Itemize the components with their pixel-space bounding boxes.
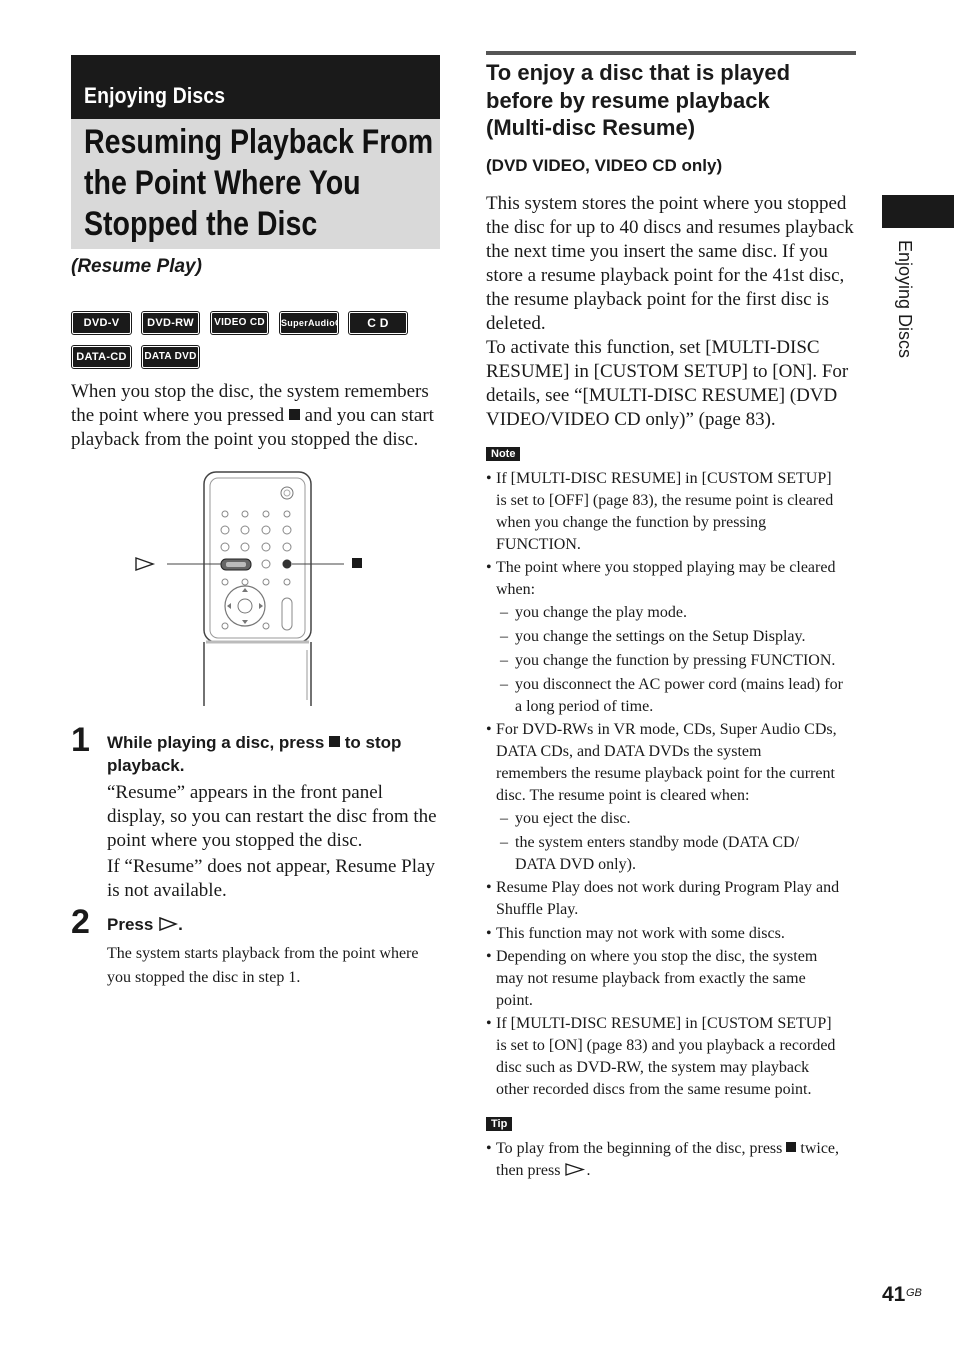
note-item [486, 946, 861, 1012]
note-line: is set to [OFF] (page 83), the resume point is cleared [496, 492, 834, 509]
note-subitem [486, 650, 861, 672]
note-line: DATA DVD only). [515, 856, 636, 873]
tip-line-1 [496, 1138, 858, 1160]
right-para-line: store a resume playback point for the 41st disc, [486, 265, 845, 286]
step-1-number: 1 [71, 721, 90, 759]
step-1-body-2: display, so you can restart the disc from the [107, 806, 437, 827]
side-tab-marker [882, 195, 954, 228]
dash: – [500, 652, 508, 669]
tip-text-a: To play from the beginning of the disc, press [496, 1140, 783, 1157]
tip-text-b: twice, [800, 1140, 840, 1157]
badge-super-audio-cd: SuperAudioCD [281, 313, 337, 333]
badge-dvd-v: DVD-V [73, 313, 130, 333]
note-line: you change the function by pressing FUNCTION. [515, 652, 836, 669]
page-title-line-2: the Point Where You [84, 164, 361, 202]
step-1-body-3: point where you stopped the disc. [107, 830, 363, 851]
stop-icon [289, 409, 300, 420]
right-para-line: RESUME] in [CUSTOM SETUP] to [ON]. For [486, 361, 849, 382]
tip-text-end: . [586, 1162, 591, 1179]
right-heading [486, 59, 866, 142]
badge-cd: C D [350, 313, 406, 333]
step-2-heading-text: Press [107, 915, 154, 934]
page-title-box [71, 119, 440, 249]
note-line: disc such as DVD-RW, the system may playback [496, 1059, 810, 1076]
side-tab-label: Enjoying Discs [895, 240, 915, 359]
step-2-body-2: you stopped the disc in step 1. [107, 969, 301, 986]
note-text [496, 877, 858, 921]
note-text [515, 832, 860, 876]
note-item [486, 923, 861, 945]
right-para-line: To activate this function, set [MULTI-DISC [486, 337, 820, 358]
page-title-line-1: Resuming Playback From [84, 123, 434, 161]
note-line: point. [496, 992, 533, 1009]
note-line: If [MULTI-DISC RESUME] in [CUSTOM SETUP] [496, 1015, 832, 1032]
note-line: The point where you stopped playing may be cleared [496, 559, 836, 576]
stop-icon [786, 1142, 796, 1152]
section-title: Enjoying Discs [84, 83, 226, 108]
note-line: Shuffle Play. [496, 901, 579, 918]
note-subitem [486, 674, 861, 718]
bullet: • [486, 721, 492, 738]
right-heading-line-1: To enjoy a disc that is played [486, 60, 791, 85]
play-icon [564, 1163, 586, 1176]
step-2-number: 2 [71, 903, 90, 941]
remote-body-upper [204, 472, 311, 642]
tip-text-c: then press [496, 1162, 561, 1179]
right-para-line: the disc for up to 40 discs and resumes playback [486, 217, 854, 238]
step-1-heading-b: to stop [344, 733, 402, 752]
right-para-line: the next time you insert the same disc. If you [486, 241, 828, 262]
tip-bullet [486, 1138, 861, 1182]
page-subtitle: (Resume Play) [71, 256, 202, 277]
note-line: DATA CDs, and DATA DVDs the system [496, 743, 762, 760]
step-1-heading-cont: playback. [107, 756, 185, 775]
badge-data-cd: DATA-CD [73, 347, 130, 367]
bullet: • [486, 948, 492, 965]
note-line: This function may not work with some discs. [496, 925, 785, 942]
intro-line-2a: the point where you pressed [71, 405, 285, 426]
note-subitem [486, 832, 861, 876]
stop-icon [329, 736, 340, 747]
step-2-heading-end: . [178, 915, 183, 934]
bullet: • [486, 1140, 492, 1157]
step-1-heading-a: While playing a disc, press [107, 733, 325, 752]
stop-icon [352, 558, 362, 568]
right-heading-line-2: before by resume playback [486, 87, 770, 113]
page-number-suffix: GB [906, 1287, 922, 1299]
note-item [486, 557, 861, 601]
note-line: you change the settings on the Setup Display. [515, 628, 806, 645]
note-line: disc. The resume point is cleared when: [496, 787, 750, 804]
tip-line-2 [496, 1160, 858, 1182]
dash: – [500, 628, 508, 645]
right-heading-line-3: (Multi-disc Resume) [486, 115, 696, 140]
remote-body-lower [204, 642, 311, 706]
step-1-body-1: “Resume” appears in the front panel [107, 782, 383, 803]
note-line: may not resume playback from exactly the same [496, 970, 806, 987]
note-line: a long period of time. [515, 698, 654, 715]
page-title-line-3: Stopped the Disc [84, 205, 318, 243]
intro-line-1: When you stop the disc, the system remembers [71, 381, 429, 402]
note-line: you disconnect the AC power cord (mains lead) for [515, 676, 843, 693]
badge-data-dvd: DATA DVD [143, 347, 198, 367]
bullet: • [486, 879, 492, 896]
page-number: 41 [882, 1283, 906, 1306]
note-item [486, 468, 861, 556]
note-line: Depending on where you stop the disc, the system [496, 948, 818, 965]
note-line: Resume Play does not work during Program Play and [496, 879, 840, 896]
bullet: • [486, 1015, 492, 1032]
note-subitem [486, 626, 861, 648]
tip-label: Tip [486, 1117, 512, 1131]
remote-stop-button [283, 560, 292, 569]
right-paragraph [486, 192, 861, 432]
bullet: • [486, 925, 492, 942]
note-text [496, 557, 858, 601]
step-1-heading [107, 731, 401, 754]
badge-dvd-rw: DVD-RW [143, 313, 198, 333]
note-subitem [486, 602, 861, 624]
badge-video-cd: VIDEO CD [212, 313, 267, 333]
note-line: when: [496, 581, 536, 598]
right-para-line: deleted. [486, 313, 546, 334]
dash: – [500, 604, 508, 621]
dash: – [500, 834, 508, 851]
bullet: • [486, 559, 492, 576]
note-subitem [486, 808, 861, 830]
note-line: is set to [ON] (page 83) and you playback a recorded [496, 1037, 836, 1054]
note-line: remembers the resume playback point for the current [496, 765, 835, 782]
step-2-body-1: The system starts playback from the point where [107, 945, 419, 962]
note-item [486, 719, 861, 807]
step-1-body-5: is not available. [107, 880, 227, 901]
dash: – [500, 810, 508, 827]
heading-rule [486, 51, 856, 55]
play-icon [136, 558, 153, 570]
note-line: For DVD-RWs in VR mode, CDs, Super Audio CDs, [496, 721, 837, 738]
right-para-line: This system stores the point where you stopped [486, 193, 847, 214]
dash: – [500, 676, 508, 693]
step-2-heading [107, 913, 183, 936]
note-text [496, 719, 858, 807]
note-text [496, 946, 858, 1012]
tip-text [496, 1138, 858, 1182]
note-text [496, 468, 858, 556]
note-text [515, 674, 860, 718]
right-para-line: the resume playback point for the first disc is [486, 289, 829, 310]
right-subheading: (DVD VIDEO, VIDEO CD only) [486, 156, 723, 175]
section-header-bar [71, 55, 440, 119]
bullet: • [486, 470, 492, 487]
note-line: when you change the function by pressing [496, 514, 767, 531]
step-1-body-4: If “Resume” does not appear, Resume Play [107, 856, 435, 877]
remote-play-button-highlight [226, 562, 246, 567]
note-line: If [MULTI-DISC RESUME] in [CUSTOM SETUP] [496, 470, 832, 487]
intro-line-3: playback from the point you stopped the disc. [71, 429, 419, 450]
note-line: other recorded discs from the same resume point. [496, 1081, 812, 1098]
right-para-line: VIDEO/VIDEO CD only)” (page 83). [486, 409, 776, 430]
intro-line-2 [71, 404, 434, 428]
note-line: you change the play mode. [515, 604, 687, 621]
note-text [496, 1013, 858, 1101]
note-line: the system enters standby mode (DATA CD/ [515, 834, 800, 851]
note-item [486, 1013, 861, 1101]
note-label: Note [486, 447, 520, 461]
note-line: you eject the disc. [515, 810, 631, 827]
note-line: FUNCTION. [496, 536, 581, 553]
right-para-line: details, see “[MULTI-DISC RESUME] (DVD [486, 385, 838, 406]
intro-line-2b: and you can start [304, 405, 434, 426]
remote-control-illustration [125, 470, 375, 710]
play-icon [158, 917, 178, 931]
note-item [486, 877, 861, 921]
